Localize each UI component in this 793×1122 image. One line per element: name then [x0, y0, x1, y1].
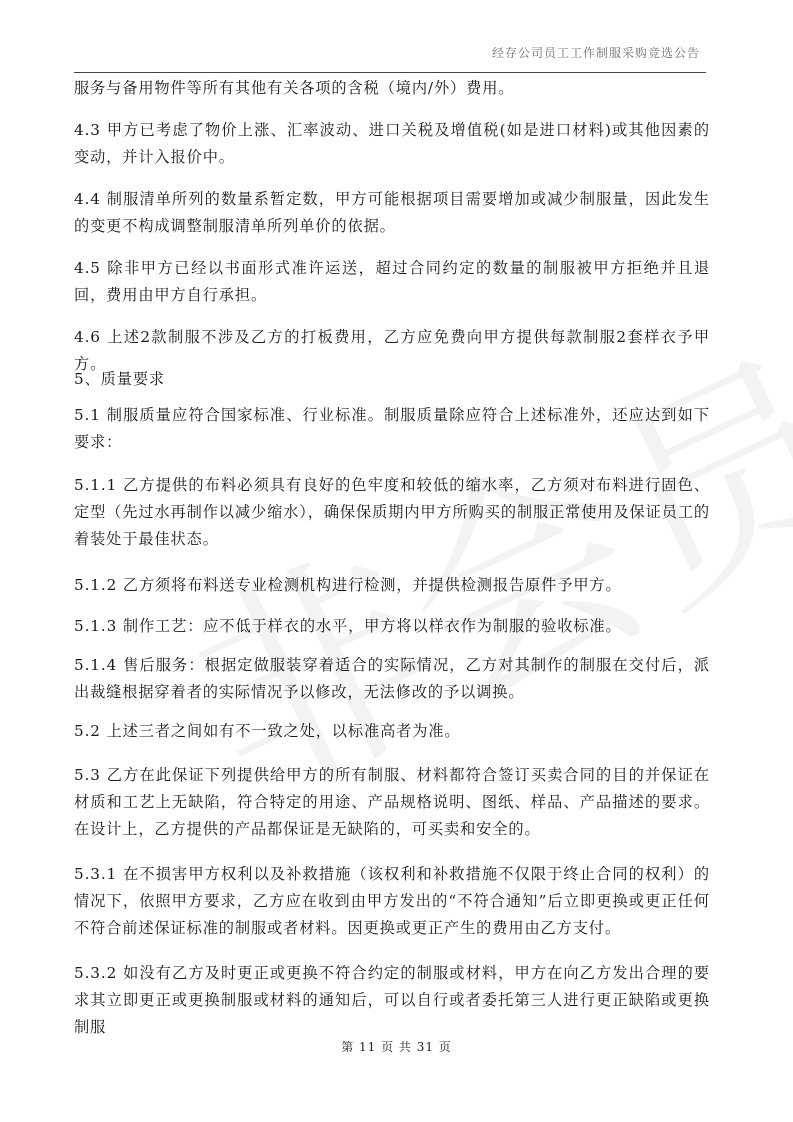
paragraph-5-1-4: 5.1.4 售后服务：根据定做服装穿着适合的实际情况，乙方对其制作的制服在交付后，派出裁缝根据穿着者的实际情况予以修改，无法修改的予以调换。 — [74, 656, 710, 701]
paragraph-continuation: 服务与备用物件等所有其他有关各项的含税（境内/外）费用。 — [74, 79, 515, 97]
paragraph-4-3: 4.3 甲方已考虑了物价上涨、汇率波动、进口关税及增值税(如是进口材料)或其他因素的变动，并计入报价中。 — [74, 121, 710, 166]
paragraph-5-1-3: 5.1.3 制作工艺：应不低于样衣的水平，甲方将以样衣作为制服的验收标准。 — [74, 617, 622, 635]
paragraph-5-3-1: 5.3.1 在不损害甲方权利以及补救措施（该权利和补救措施不仅限于终止合同的权利）的情况下，依照甲方要求，乙方应在收到由甲方发出的“不符合通知”后立即更换或更正任何不符合前述保证标准的制服或者材料。因更换或更正产生的费用由乙方支付。 — [74, 865, 710, 937]
page-number: 第 11 页 共 31 页 — [341, 1040, 452, 1054]
paragraph-5-1-2: 5.1.2 乙方须将布料送专业检测机构进行检测，并提供检测报告原件予甲方。 — [74, 576, 622, 594]
paragraph-5-3: 5.3 乙方在此保证下列提供给甲方的所有制服、材料都符合签订买卖合同的目的并保证在材质和工艺上无缺陷，符合特定的用途、产品规格说明、图纸、样品、产品描述的要求。在设计上，乙方提供的产品都保证是无缺陷的，可买卖和安全的。 — [74, 766, 710, 838]
paragraph-5-1: 5.1 制服质量应符合国家标准、行业标准。制服质量除应符合上述标准外，还应达到如下要求： — [74, 406, 710, 451]
section-heading-5: 5、质量要求 — [74, 370, 166, 388]
header-divider — [74, 72, 706, 73]
paragraph-5-1-1: 5.1.1 乙方提供的布料必须具有良好的色牢度和较低的缩水率，乙方须对布料进行固色、定型（先过水再制作以减少缩水），确保保质期内甲方所购买的制服正常使用及保证员工的着装处于最佳状态。 — [74, 476, 710, 548]
paragraph-5-2: 5.2 上述三者之间如有不一致之处，以标准高者为准。 — [74, 722, 461, 740]
paragraph-4-5: 4.5 除非甲方已经以书面形式准许运送，超过合同约定的数量的制服被甲方拒绝并且退回，费用由甲方自行承担。 — [74, 259, 710, 304]
paragraph-4-6: 4.6 上述2款制服不涉及乙方的打板费用，乙方应免费向甲方提供每款制服2套样衣予甲方。 — [74, 328, 710, 373]
paragraph-5-3-2: 5.3.2 如没有乙方及时更正或更换不符合约定的制服或材料，甲方在向乙方发出合理的要求其立即更正或更换制服或材料的通知后，可以自行或者委托第三人进行更正缺陷或更换制服 — [74, 964, 710, 1036]
running-header: 经存公司员工工作制服采购竞选公告 — [491, 46, 700, 60]
paragraph-4-4: 4.4 制服清单所列的数量系暂定数，甲方可能根据项目需要增加或减少制服量，因此发生的变更不构成调整制服清单所列单价的依据。 — [74, 190, 710, 235]
